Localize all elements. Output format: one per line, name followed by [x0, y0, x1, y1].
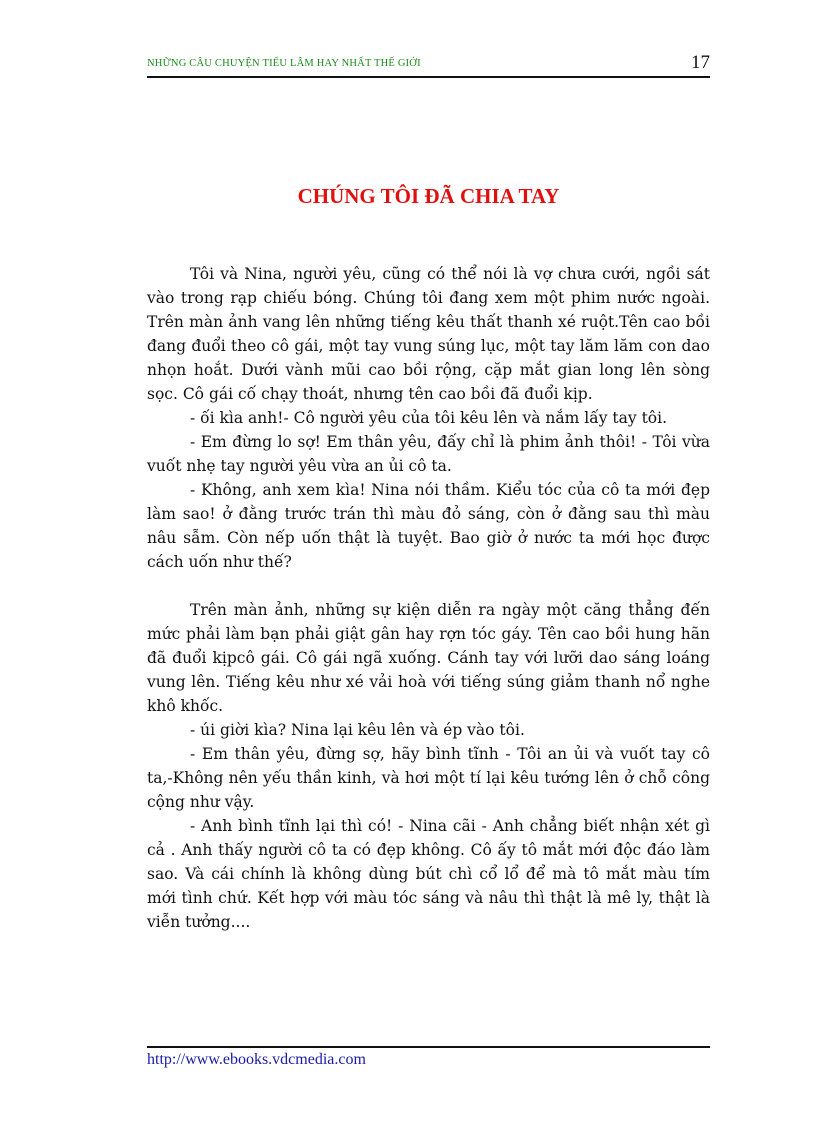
paragraph: Tôi và Nina, người yêu, cũng có thể nói là vợ chưa cưới, ngồi sát vào trong rạp chiếu bóng. Chúng tôi đang xem một phim nước ngoài. Trên màn ảnh vang lên những tiếng kêu thất thanh xé ruột.Tên cao bồi đang đuổi theo cô gái, một tay vung súng lục, một tay lăm lăm con dao nhọn hoắt. Dưới vành mũi cao bồi rộng, cặp mắt gian long lên sòng sọc. Cô gái cố chạy thoát, nhưng tên cao bồi đã đuổi kịp. [147, 265, 710, 403]
chapter-title: CHÚNG TÔI ĐÃ CHIA TAY [297, 184, 560, 208]
paragraph: - Anh bình tĩnh lại thì có! - Nina cãi - Anh chẳng biết nhận xét gì cả . Anh thấy người cô ta có đẹp không. Cô ấy tô mắt mới độc đáo làm sao. Và cái chính là không dùng bút chì cổ lổ để mà tô mắt màu tím mới tình chứ. Kết hợp với màu tóc sáng và nâu thì thật là mê ly, thật là viễn tưởng.... [147, 817, 710, 931]
paragraph: - Em đừng lo sợ! Em thân yêu, đấy chỉ là phim ảnh thôi! - Tôi vừa vuốt nhẹ tay người yêu vừa an ủi cô ta. [147, 433, 710, 475]
paragraph: - ối kìa anh!- Cô người yêu của tôi kêu lên và nắm lấy tay tôi. [190, 409, 668, 427]
footer-divider [147, 1046, 710, 1048]
paragraph: - úi giời kìa? Nina lại kêu lên và ép vào tôi. [190, 721, 525, 739]
header-divider [147, 76, 710, 78]
page-header [147, 52, 710, 78]
paragraph: - Không, anh xem kìa! Nina nói thầm. Kiểu tóc của cô ta mới đẹp làm sao! ở đằng trước trán thì màu đỏ sáng, còn ở đằng sau thì màu nâu sẫm. Còn nếp uốn thật là tuyệt. Bao giờ ở nước ta mới học được cách uốn như thế? [147, 481, 710, 571]
paragraph: Trên màn ảnh, những sự kiện diễn ra ngày một căng thẳng đến mức phải làm bạn phải giật gân hay rợn tóc gáy. Tên cao bồi hung hãn đã đuổi kịpcô gái. Cô gái ngã xuống. Cánh tay với lưỡi dao sáng loáng vung lên. Tiếng kêu như xé vải hoà với tiếng súng giảm thanh nổ nghe khô khốc. [147, 601, 710, 715]
paragraph: - Em thân yêu, đừng sợ, hãy bình tĩnh - Tôi an ủi và vuốt tay cô ta,-Không nên yếu thần kinh, và hơi một tí lại kêu tướng lên ở chỗ công cộng như vậy. [147, 745, 710, 811]
story-body [147, 262, 710, 934]
footer-url-link[interactable]: http://www.ebooks.vdcmedia.com [147, 1051, 366, 1068]
page-number: 17 [691, 52, 710, 73]
book-title: NHỮNG CÂU CHUYỆN TIẾU LÂM HAY NHẤT THẾ GIỚI [147, 58, 421, 69]
